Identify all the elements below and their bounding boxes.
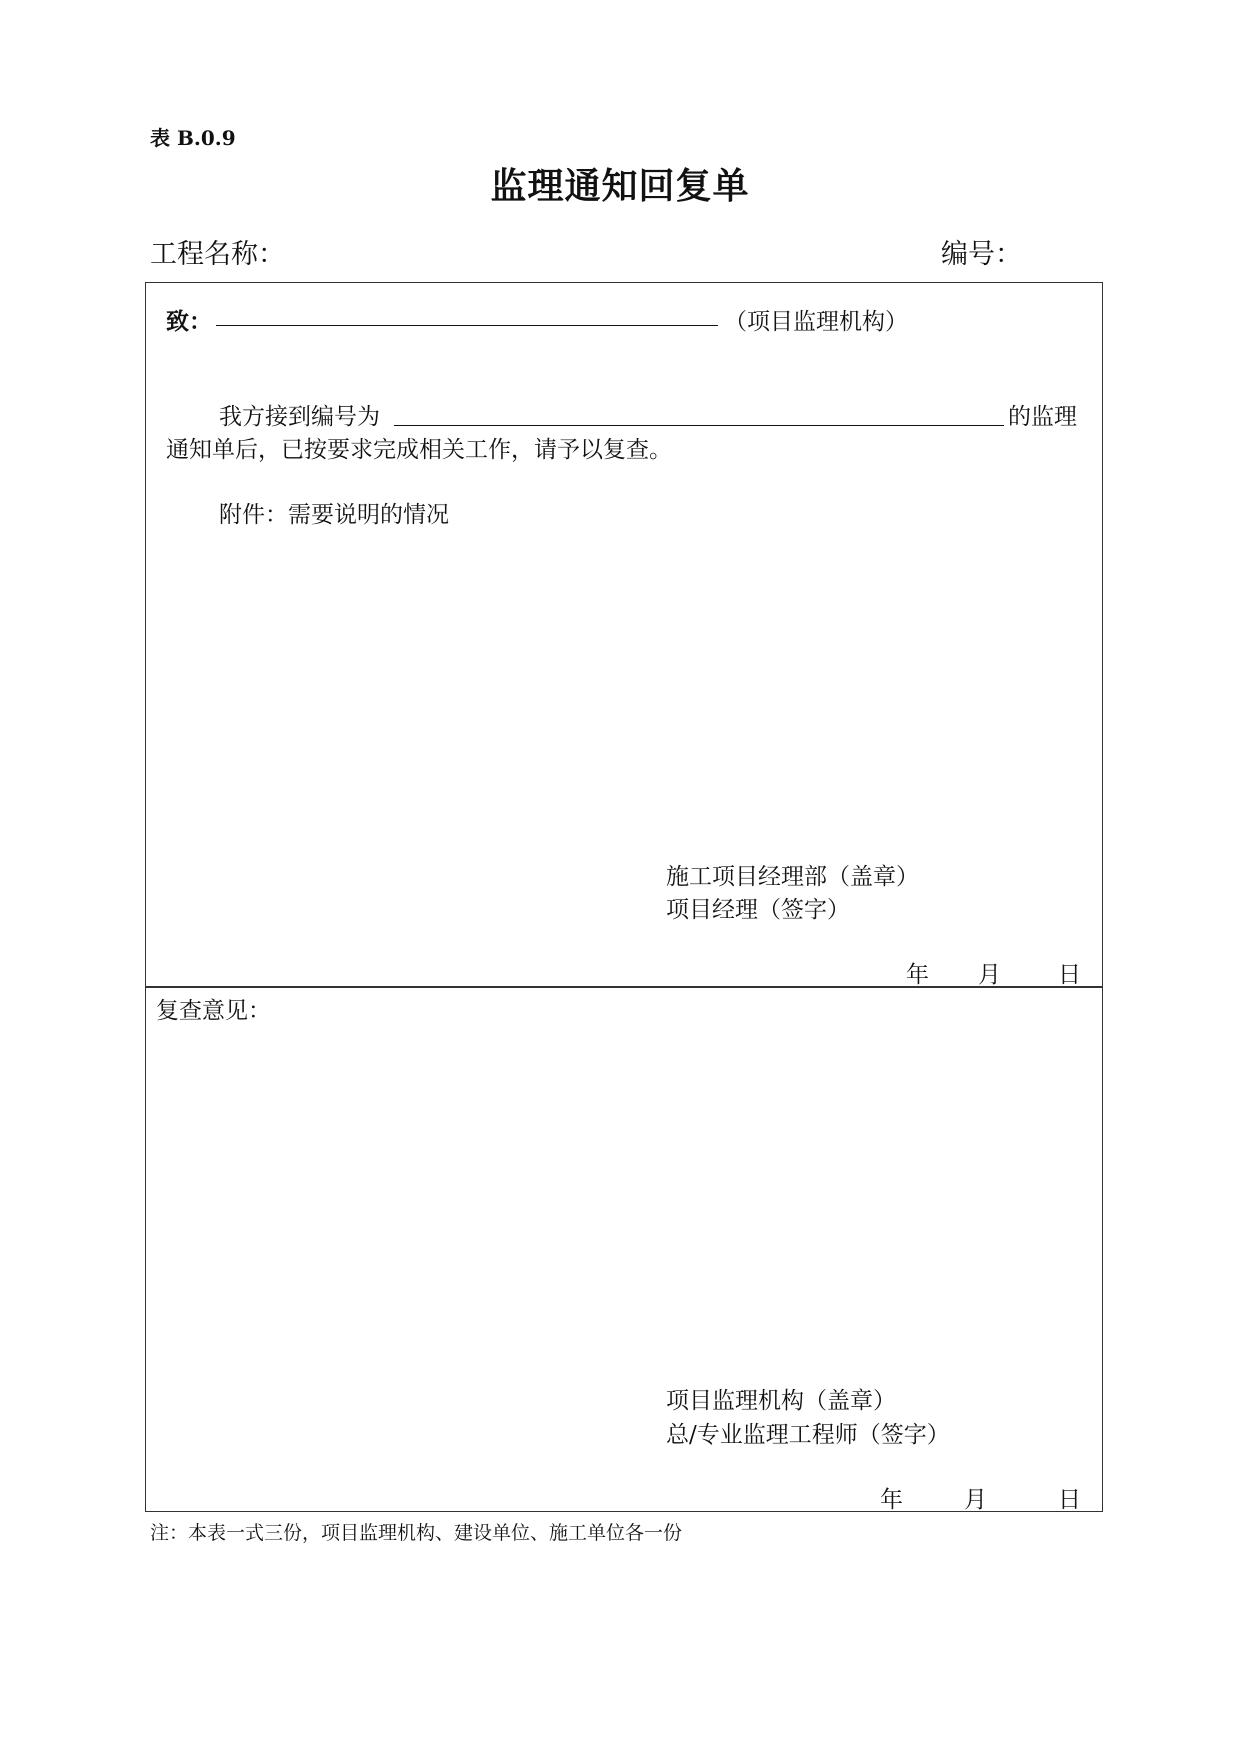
date-day-label: 日 bbox=[1058, 962, 1081, 988]
attachment-note: 附件：需要说明的情况 bbox=[219, 502, 449, 528]
date-month-label: 月 bbox=[978, 962, 1001, 988]
reply-section bbox=[145, 282, 1103, 988]
project-name-label: 工程名称： bbox=[150, 239, 285, 270]
body-line1-prefix: 我方接到编号为 bbox=[219, 404, 380, 430]
review-date-year-label: 年 bbox=[880, 1487, 903, 1513]
date-year-label: 年 bbox=[906, 962, 929, 988]
recipient-underline[interactable] bbox=[216, 325, 718, 326]
chief-engineer-signature-label: 总/专业监理工程师（签字） bbox=[666, 1422, 950, 1448]
review-date-month-label: 月 bbox=[964, 1487, 987, 1513]
review-section bbox=[145, 986, 1103, 1512]
page-title: 监理通知回复单 bbox=[490, 165, 750, 207]
supervisor-stamp-label: 项目监理机构（盖章） bbox=[666, 1388, 896, 1414]
review-opinion-label: 复查意见： bbox=[156, 998, 271, 1024]
body-line2: 通知单后，已按要求完成相关工作，请予以复查。 bbox=[166, 437, 672, 463]
recipient-suffix: （项目监理机构） bbox=[724, 309, 908, 335]
footnote: 注：本表一式三份，项目监理机构、建设单位、施工单位各一份 bbox=[150, 1522, 683, 1544]
serial-number-label: 编号： bbox=[941, 239, 1022, 270]
contractor-stamp-label: 施工项目经理部（盖章） bbox=[666, 864, 919, 890]
form-code: 表 B.0.9 bbox=[150, 126, 236, 150]
to-label: 致： bbox=[166, 308, 212, 335]
project-manager-signature-label: 项目经理（签字） bbox=[666, 897, 850, 923]
notice-number-underline[interactable] bbox=[394, 425, 1004, 426]
body-line1-suffix: 的监理 bbox=[1008, 404, 1077, 430]
review-date-day-label: 日 bbox=[1058, 1487, 1081, 1513]
